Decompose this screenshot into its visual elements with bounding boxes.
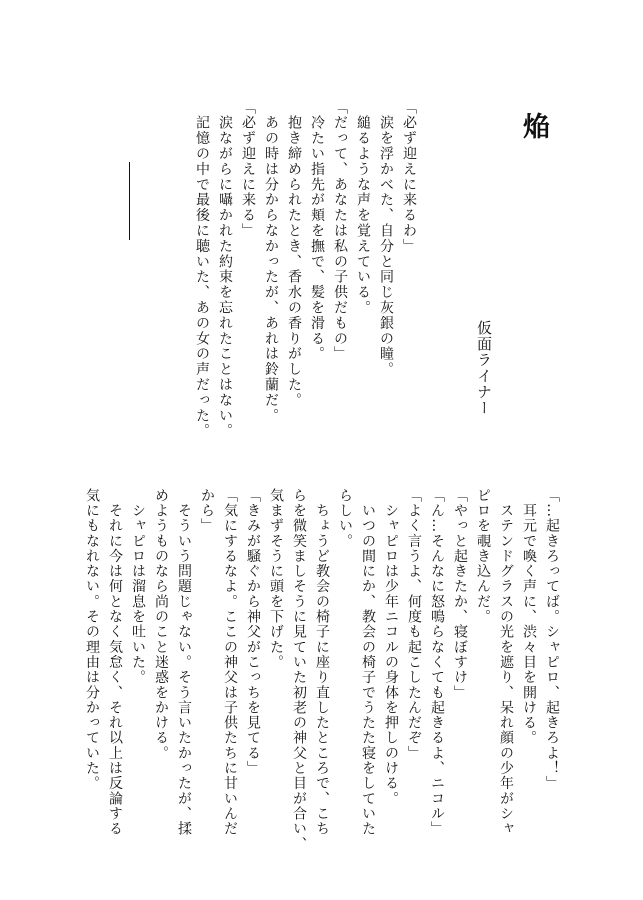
prologue-line: 縋るような声を覚えている。 (355, 100, 371, 316)
prologue-line: 抱き締められたとき、香水の香りがした。 (286, 100, 302, 408)
body-block (80, 488, 563, 852)
body-line: 気にもなれない。その理由は分かっていた。 (84, 488, 100, 791)
body-line: シャピロは溜息を吐いた。 (130, 488, 146, 685)
body-line: いつの間にか、教会の椅子でうたた寝をしていた (360, 488, 376, 837)
prologue-block (190, 100, 420, 439)
body-line: 「…起きろってば。シャピロ、起きろよ！」 (544, 488, 560, 791)
body-line: 耳元で喚く声に、渋々目を開ける。 (521, 488, 537, 746)
body-line: ちょうど教会の椅子に座り直したところで、こち (314, 488, 330, 837)
prologue-line: 涙ながらに囁かれた約束を忘れたことはない。 (217, 100, 233, 439)
body-line: 「きみが騒ぐから神父がこっちを見てる」 (245, 488, 261, 776)
body-line: から」 (199, 488, 215, 534)
body-line: らしい。 (337, 488, 353, 549)
prologue-line: あの時は分からなかったが、あれは鈴蘭だ。 (263, 100, 279, 424)
body-line: ステンドグラスの光を遮り、呆れ顔の少年がシャ (498, 488, 514, 837)
body-line: らを微笑ましそうに見ていた初老の神父と目が合い、 (291, 488, 307, 852)
body-line: それに今は何となく気怠く、それ以上は反論する (107, 488, 123, 837)
body-line: 気まずそうに頭を下げた。 (268, 488, 284, 670)
body-line: 「ん…そんなに怒鳴らなくても起きるよ、ニコル」 (429, 488, 445, 837)
body-line: そういう問題じゃない。そう言いたかったが、揉 (176, 488, 192, 837)
body-line: 「気にするなよ。ここの神父は子供たちに甘いんだ (222, 488, 238, 837)
body-line: めようものなら尚のこと迷惑をかける。 (153, 488, 169, 761)
body-line: 「やっと起きたか、寝ぼすけ」 (452, 488, 468, 701)
body-line: 「よく言うよ、何度も起こしたんだぞ」 (406, 488, 422, 761)
prologue-line: 涙を浮かべた、自分と同じ灰銀の瞳。 (378, 100, 394, 378)
prologue-line: 「必ず迎えに来るわ」 (401, 100, 417, 254)
author-name: 仮面ライナー (475, 320, 493, 416)
prologue-line: 「だって、あなたは私の子供だもの」 (332, 100, 348, 362)
prologue-line: 冷たい指先が頬を撫で、髪を滑る。 (309, 100, 325, 362)
prologue-line: 記憶の中で最後に聴いた、あの女の声だった。 (194, 100, 210, 439)
story-title: 焔 (518, 112, 549, 141)
section-divider (129, 162, 130, 240)
body-line: シャピロは少年ニコルの身体を押しのける。 (383, 488, 399, 807)
prologue-line: 「必ず迎えに来る」 (240, 100, 256, 239)
body-line: ピロを覗き込んだ。 (475, 488, 491, 625)
